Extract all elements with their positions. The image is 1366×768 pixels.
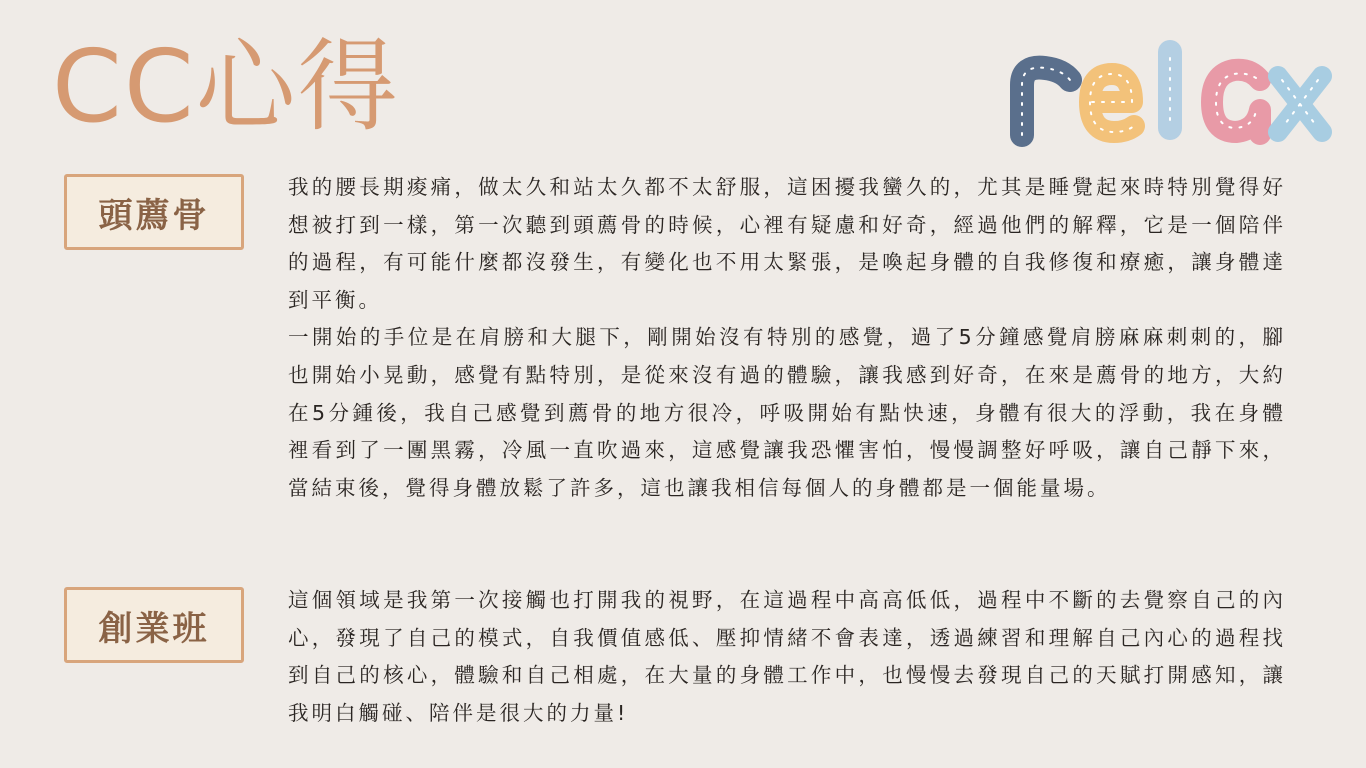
paragraph: 這個領域是我第一次接觸也打開我的視野，在這過程中高高低低，過程中不斷的去覺察自己的內心，發現了自己的模式，自我價值感低、壓抑情緒不會表達，透過練習和理解自己內心的過程找到自己的核心，體驗和自己相處，在大量的身體工作中，也慢慢去發現自己的天賦打開感知，讓我明白觸碰、陪伴是很大的力量! xyxy=(288,588,1286,725)
logo-letter-a xyxy=(1212,70,1260,134)
paragraph: 我的腰長期痠痛，做太久和站太久都不太舒服，這困擾我蠻久的，尤其是睡覺起來時特別覺得好想被打到一樣，第一次聽到頭薦骨的時候，心裡有疑慮和好奇，經過他們的解釋，它是一個陪伴的過程，有可能什麼都沒發生，有變化也不用太緊張，是喚起身體的自我修復和療癒，讓身體達到平衡。 xyxy=(288,175,1286,312)
section-text-entrepreneur-class xyxy=(288,582,1286,732)
section-tag-label: 頭薦骨 xyxy=(98,195,210,236)
section-tag-craniosacral xyxy=(64,174,244,250)
page-title: CC心得 xyxy=(52,28,400,145)
section-tag-label: 創業班 xyxy=(98,608,210,649)
paragraph: 一開始的手位是在肩膀和大腿下，剛開始沒有特別的感覺，過了5分鐘感覺肩膀麻麻刺刺的，腳也開始小晃動，感覺有點特別，是從來沒有過的體驗，讓我感到好奇，在來是薦骨的地方，大約在5分鍾後，我自己感覺到薦骨的地方很冷，呼吸開始有點快速，身體有很大的浮動，我在身體裡看到了一團黑霧，冷風一直吹過來，這感覺讓我恐懼害怕，慢慢調整好呼吸，讓自己靜下來，當結束後，覺得身體放鬆了許多，這也讓我相信每個人的身體都是一個能量場。 xyxy=(288,325,1286,500)
logo-letter-e xyxy=(1090,74,1134,132)
section-tag-entrepreneur-class xyxy=(64,587,244,663)
relax-logo xyxy=(1000,40,1340,150)
section-text-craniosacral xyxy=(288,169,1286,507)
logo-letter-x xyxy=(1278,76,1322,132)
logo-letter-r xyxy=(1022,68,1070,135)
